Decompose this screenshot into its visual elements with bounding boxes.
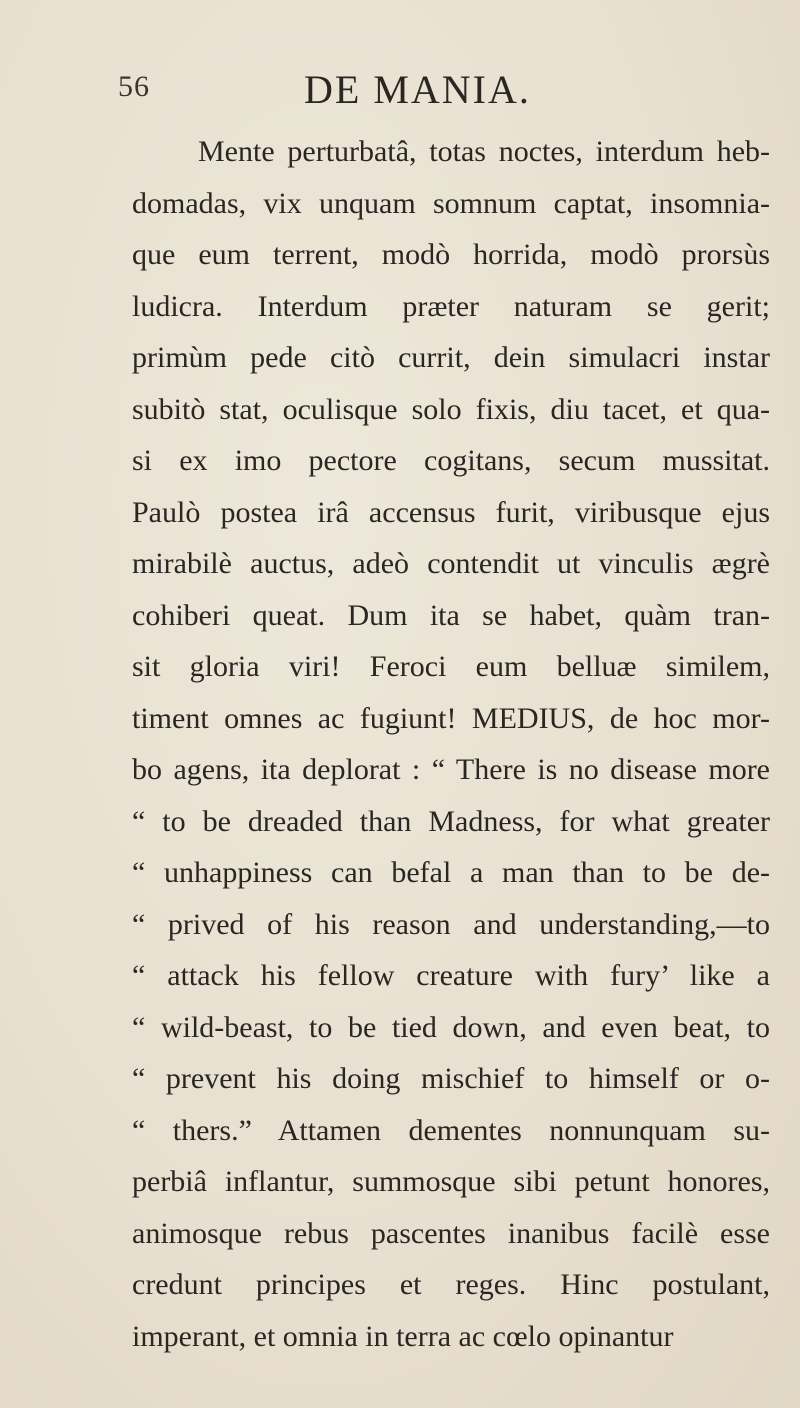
- text-line: “ thers.” Attamen dementes nonnunquam su-: [132, 1113, 770, 1147]
- text-line: “ unhappiness can befal a man than to be de-: [132, 856, 770, 889]
- text-line: subitò stat, oculisque solo fixis, diu tacet, et qua-: [132, 392, 770, 426]
- body-text: [132, 126, 770, 1362]
- text-line: Mente perturbatâ, totas noctes, interdum heb-: [198, 135, 770, 168]
- text-line: “ attack his fellow creature with fury’ like a: [132, 959, 770, 992]
- text-line: credunt principes et reges. Hinc postulant,: [132, 1268, 770, 1301]
- running-head: DE MANIA.: [304, 67, 531, 112]
- text-line: bo agens, ita deplorat : “ There is no disease more: [132, 753, 770, 786]
- text-line: primùm pede citò currit, dein simulacri instar: [132, 341, 770, 374]
- text-line: perbiâ inflantur, summosque sibi petunt honores,: [132, 1165, 770, 1198]
- text-line: si ex imo pectore cogitans, secum mussitat.: [132, 444, 770, 477]
- text-line: sit gloria viri! Feroci eum belluæ similem,: [132, 650, 770, 683]
- text-line: timent omnes ac fugiunt! MEDIUS, de hoc mor-: [132, 701, 770, 735]
- page-header: [0, 66, 800, 116]
- text-line: Paulò postea irâ accensus furit, viribusque ejus: [132, 495, 770, 529]
- text-line: “ wild-beast, to be tied down, and even beat, to: [132, 1010, 770, 1044]
- text-line: ludicra. Interdum præter naturam se gerit;: [132, 289, 770, 323]
- text-line: animosque rebus pascentes inanibus facilè esse: [132, 1216, 770, 1250]
- text-line: que eum terrent, modò horrida, modò prorsùs: [132, 238, 770, 271]
- text-line: cohiberi queat. Dum ita se habet, quàm tran-: [132, 598, 770, 632]
- page-number: 56: [118, 70, 150, 103]
- text-line: mirabilè auctus, adeò contendit ut vinculis ægrè: [132, 547, 770, 580]
- text-line: domadas, vix unquam somnum captat, insomnia-: [132, 186, 770, 220]
- text-line: imperant, et omnia in terra ac cœlo opinantur: [132, 1319, 674, 1353]
- text-line: “ to be dreaded than Madness, for what greater: [132, 804, 770, 838]
- text-line: “ prived of his reason and understanding,—to: [132, 907, 770, 941]
- text-line: “ prevent his doing mischief to himself or o-: [132, 1062, 770, 1095]
